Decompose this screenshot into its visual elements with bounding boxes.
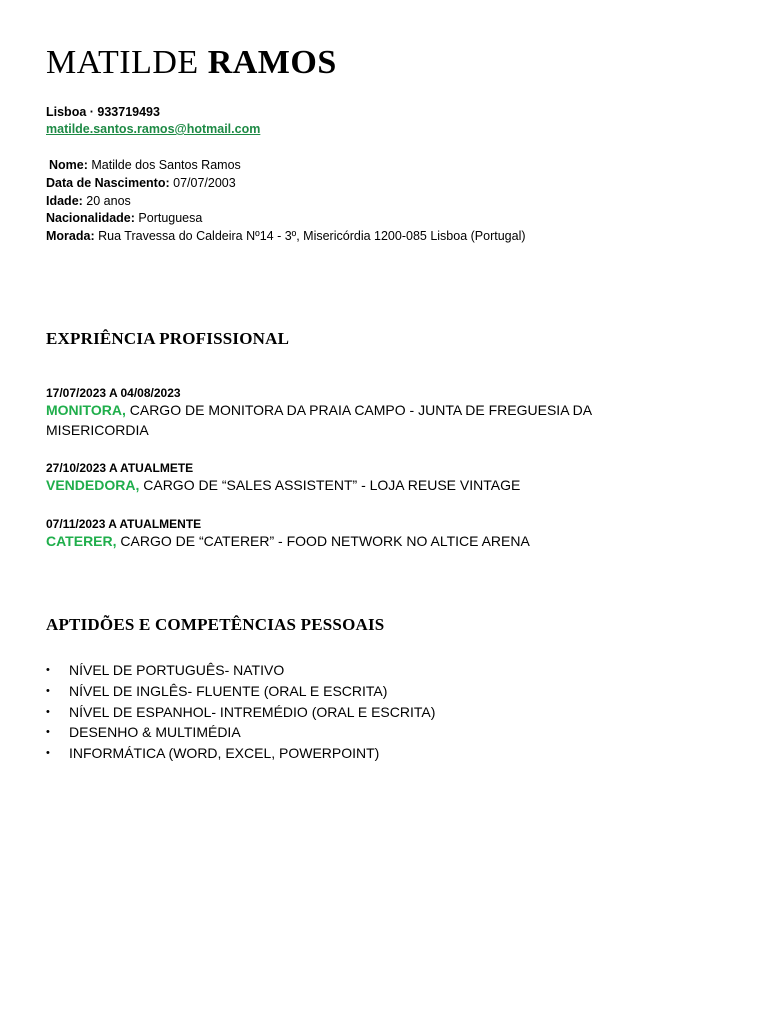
experience-item	[46, 460, 606, 496]
personal-label: Nacionalidade:	[46, 211, 135, 226]
experience-date: 17/07/2023 A 04/08/2023	[46, 386, 181, 400]
personal-row-nationality	[46, 210, 526, 228]
personal-value: 07/07/2003	[173, 175, 236, 190]
experience-role: MONITORA,	[46, 402, 126, 418]
contact-line: Lisboa · 933719493	[46, 105, 160, 119]
bullet-icon: •	[46, 664, 50, 676]
first-name: MATILDE	[46, 44, 199, 81]
skills-list	[46, 660, 435, 764]
skill-text: NÍVEL DE INGLÊS- FLUENTE (ORAL E ESCRITA)	[69, 682, 388, 699]
experience-text: CARGO DE “SALES ASSISTENT” - LOJA REUSE VINTAGE	[143, 477, 521, 493]
skill-text: INFORMÁTICA (WORD, EXCEL, POWERPOINT)	[69, 745, 380, 762]
email-link[interactable]: matilde.santos.ramos@hotmail.com	[46, 122, 261, 136]
last-name: RAMOS	[207, 44, 337, 81]
experience-item	[46, 385, 606, 440]
personal-row-age	[46, 193, 526, 211]
skills-title: APTIDÕES E COMPETÊNCIAS PESSOAIS	[46, 615, 385, 634]
candidate-name	[46, 44, 337, 82]
bullet-icon: •	[46, 747, 50, 760]
experience-role: CATERER,	[46, 533, 117, 549]
personal-label: Data de Nascimento:	[46, 175, 170, 190]
personal-value: Rua Travessa do Caldeira Nº14 - 3º, Misericórdia 1200-085 Lisboa (Portugal)	[98, 229, 526, 244]
experience-text: CARGO DE MONITORA DA PRAIA CAMPO - JUNTA DE FREGUESIA DA MISERICORDIA	[46, 402, 592, 438]
skill-item	[46, 743, 435, 764]
bullet-icon: •	[46, 684, 50, 697]
personal-value: 20 anos	[86, 193, 131, 208]
personal-row-name	[46, 157, 526, 175]
skill-text: DESENHO & MULTIMÉDIA	[69, 724, 241, 741]
bullet-icon: •	[46, 726, 50, 739]
personal-value: Matilde dos Santos Ramos	[91, 158, 241, 172]
experience-date: 27/10/2023 A ATUALMETE	[46, 461, 194, 475]
skill-item	[46, 722, 435, 743]
experience-description	[46, 476, 606, 496]
experience-title: EXPRIÊNCIA PROFISSIONAL	[46, 329, 290, 348]
experience-text: CARGO DE “CATERER” - FOOD NETWORK NO ALTICE ARENA	[120, 533, 530, 549]
experience-role: VENDEDORA,	[46, 477, 140, 493]
personal-label: Idade:	[46, 193, 83, 208]
skill-item	[46, 681, 435, 702]
skill-item	[46, 660, 435, 681]
experience-date: 07/11/2023 A ATUALMENTE	[46, 517, 202, 531]
experience-description	[46, 532, 606, 552]
personal-label: Morada:	[46, 229, 95, 244]
skill-text: NÍVEL DE ESPANHOL- INTREMÉDIO (ORAL E ESCRITA)	[69, 703, 436, 720]
experience-item	[46, 516, 606, 552]
personal-value: Portuguesa	[138, 211, 203, 226]
personal-label: Nome:	[49, 158, 88, 172]
personal-row-address	[46, 228, 526, 246]
skill-item	[46, 702, 435, 723]
bullet-icon: •	[46, 705, 50, 718]
personal-row-birthdate	[46, 175, 526, 193]
experience-description	[46, 401, 606, 440]
skill-text: NÍVEL DE PORTUGUÊS- NATIVO	[69, 662, 285, 678]
personal-info	[46, 157, 526, 246]
